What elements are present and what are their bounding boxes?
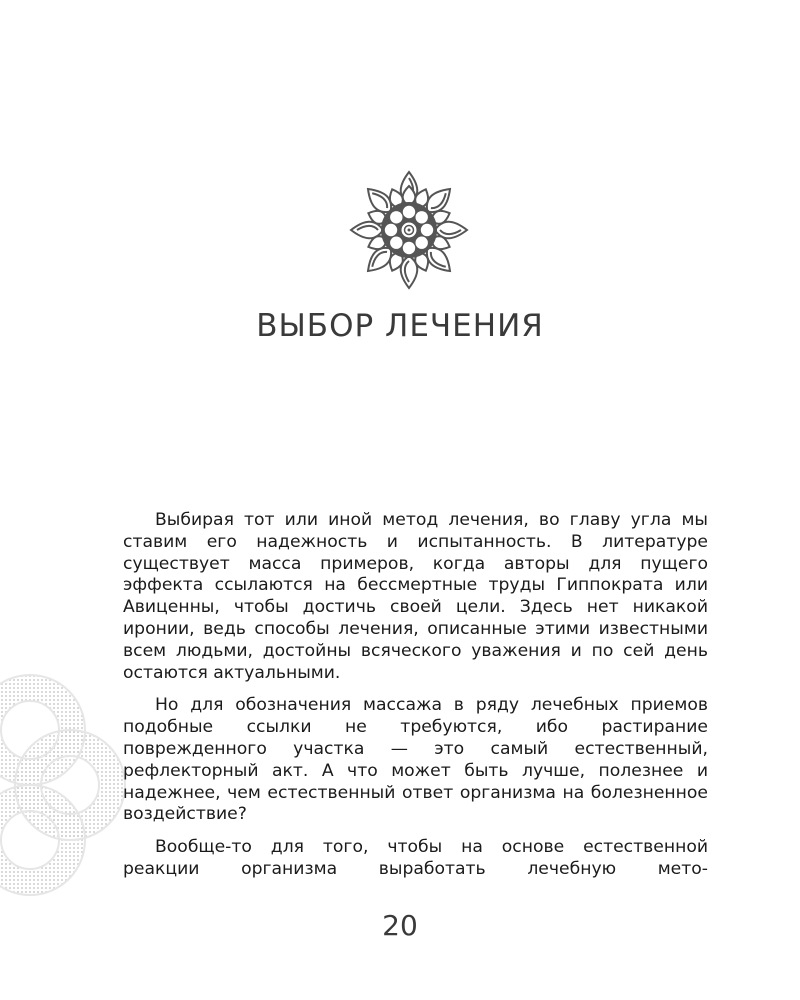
paragraph: Вообще-то для того, чтобы на основе естественной реакции организма выработать лечебную мето- [123, 837, 708, 879]
paragraph: Выбирая тот или иной метод лечения, во главу угла мы ставим его надежность и испытанность. В литературе существует масса примеров, когда авторы для пущего эффекта ссылаются на бессмертные труды Гиппократа или Авиценны, чтобы достичь своей цели. Здесь нет никакой иронии, ведь способы лечения, описанные этими известными всем людьми, достойны всяческого уважения и по сей день остаются актуальными. [123, 510, 708, 683]
paragraph: Но для обозначения массажа в ряду лечебных приемов подобные ссылки не требуются, ибо растирание поврежденного участка — это самый естественный, рефлекторный акт. А что может быть лучше, полезнее и надежнее, чем естественный ответ организма на болезненное воздействие? [123, 695, 708, 825]
lotus-mandala-icon [336, 168, 482, 292]
chapter-title: ВЫБОР ЛЕЧЕНИЯ [256, 308, 544, 344]
body-text [123, 510, 708, 892]
celtic-knot-icon [0, 670, 130, 900]
page-number: 20 [382, 909, 418, 942]
